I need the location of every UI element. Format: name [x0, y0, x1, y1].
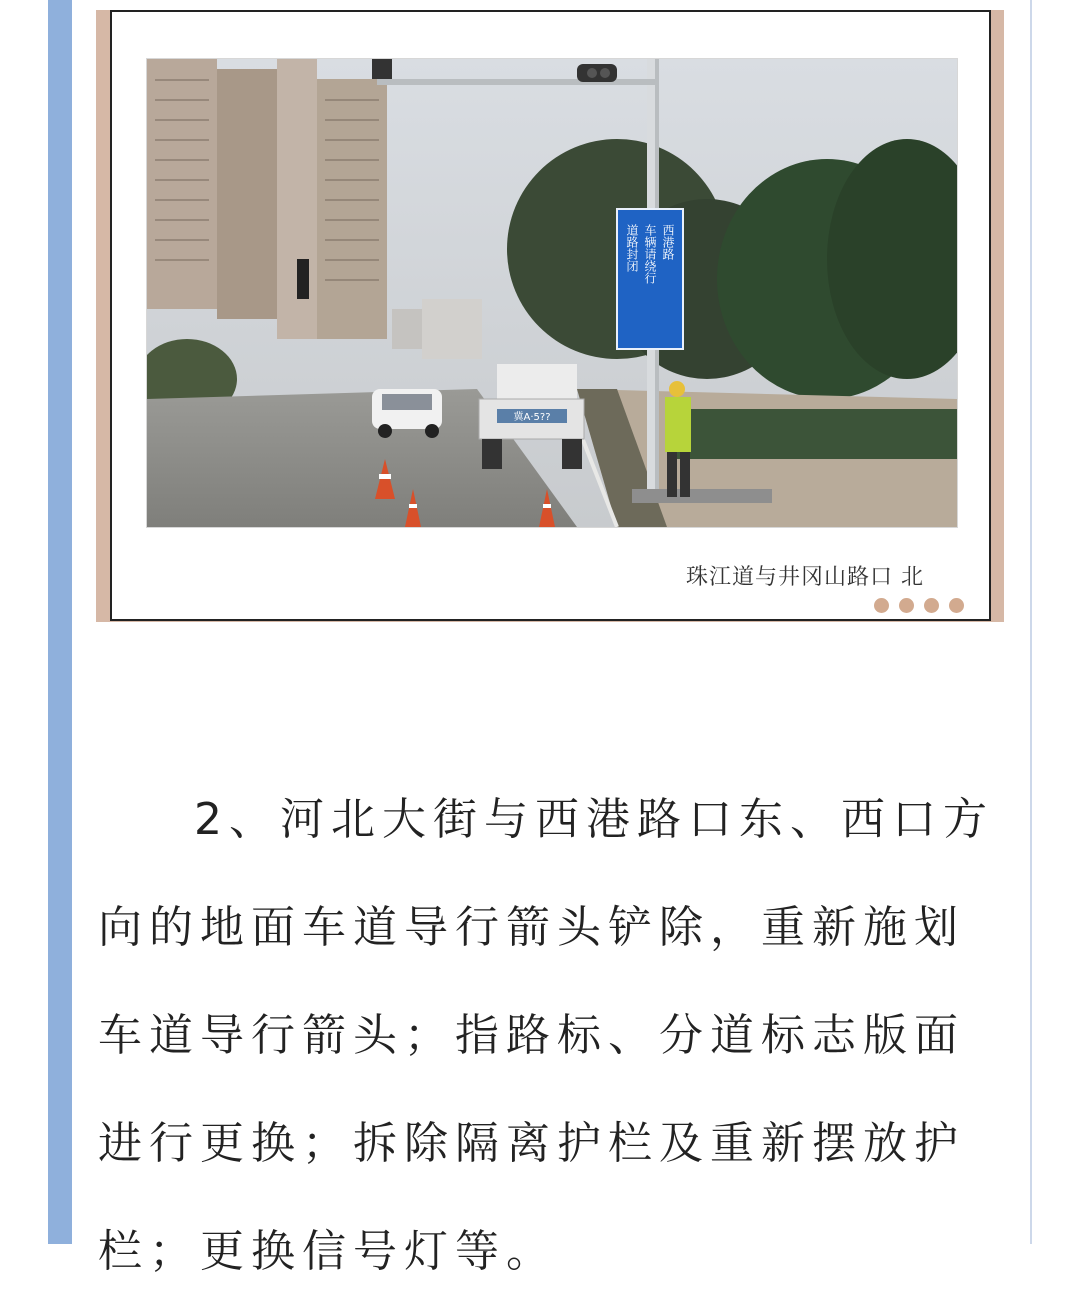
dot	[949, 598, 964, 613]
photo-caption: 珠江道与井冈山路口 北	[686, 565, 924, 590]
sign-text-col1: 道路封闭	[625, 224, 639, 272]
road-closure-sign	[617, 209, 683, 349]
dot	[899, 598, 914, 613]
sign-text-col3: 西港路	[661, 224, 675, 260]
street-photo[interactable]	[146, 58, 958, 528]
photo-card	[96, 10, 1004, 622]
decorative-dots	[874, 598, 964, 613]
right-border-line	[1030, 0, 1032, 1244]
dot	[874, 598, 889, 613]
truck-plate-text: 冀A·5??	[513, 412, 551, 423]
left-accent-bar	[48, 0, 72, 1244]
sign-text-col2: 车辆请绕行	[643, 224, 657, 284]
dot	[924, 598, 939, 613]
article-paragraph: 2、河北大街与西港路口东、西口方向的地面车道导行箭头铲除，重新施划车道导行箭头；指路标、分道标志版面进行更换；拆除隔离护栏及重新摆放护栏；更换信号灯等。	[98, 794, 994, 1277]
photo-card-inner	[110, 10, 991, 621]
